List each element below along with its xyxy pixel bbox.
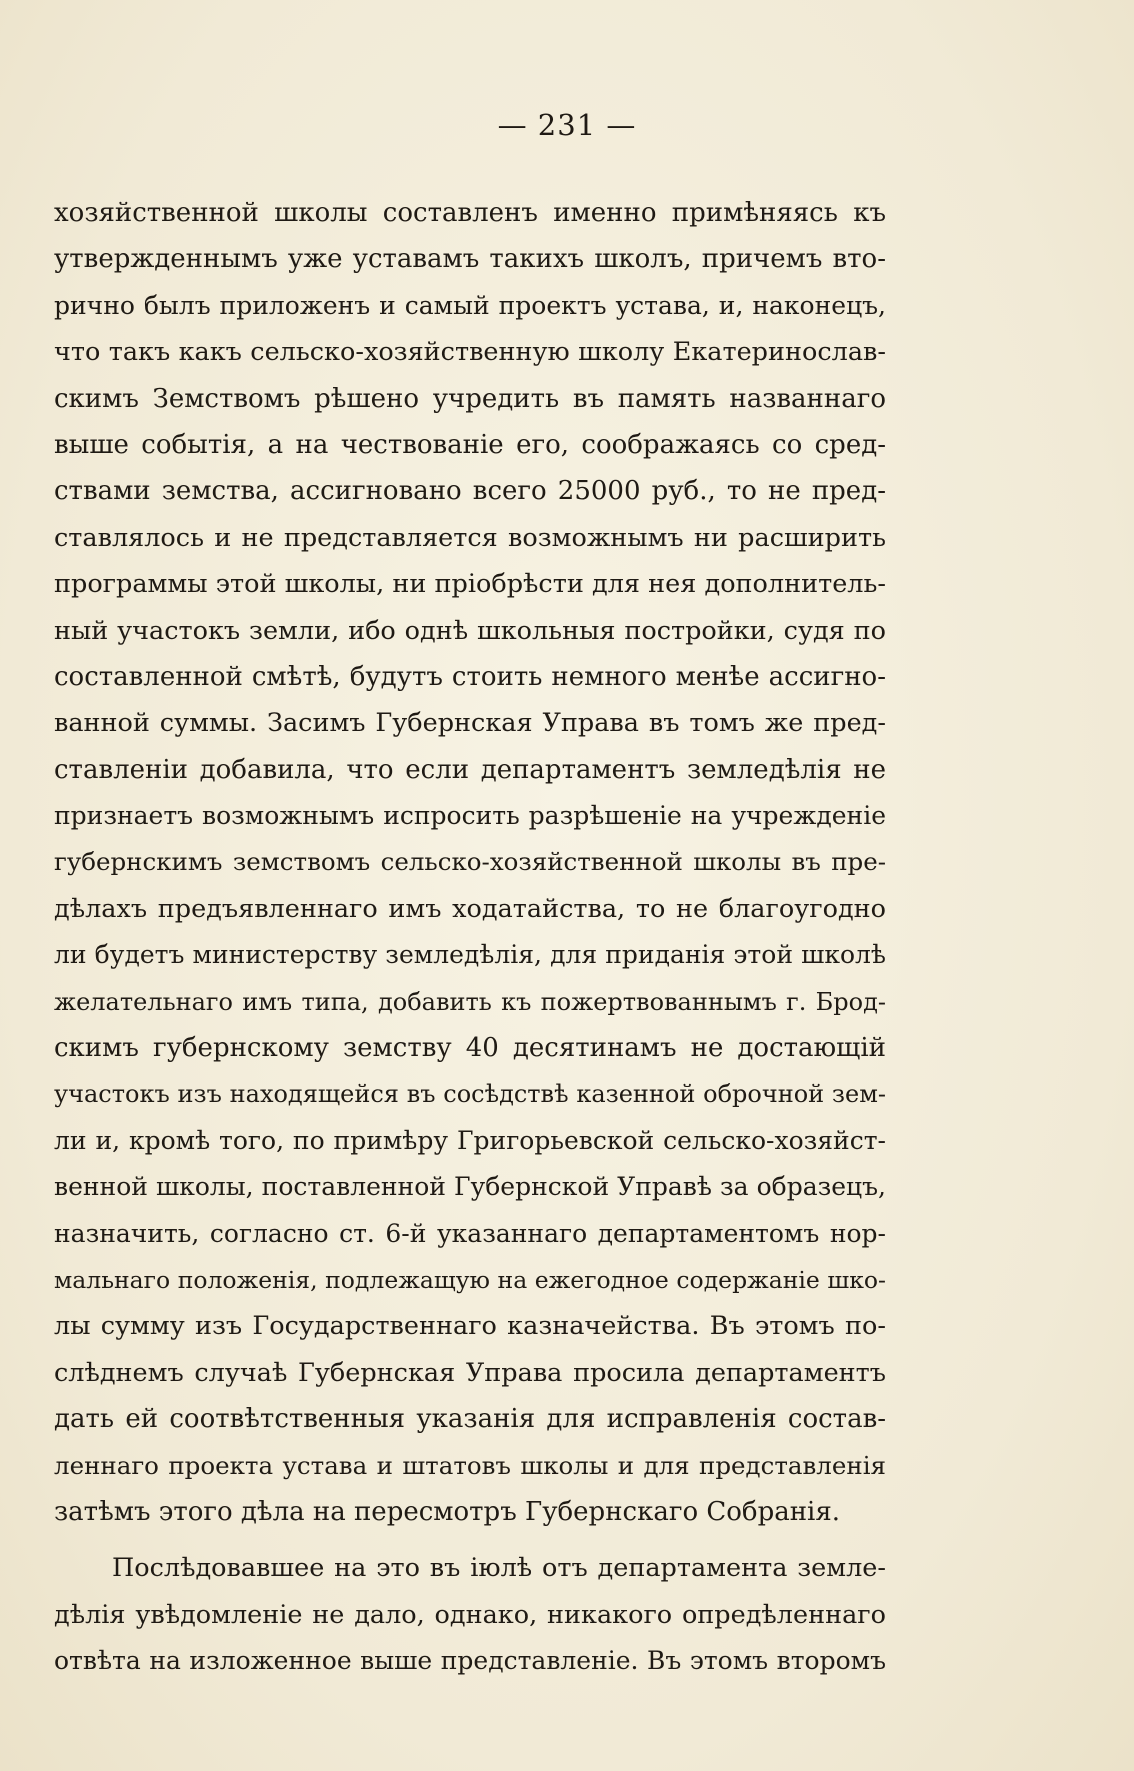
- text-line: составленной смѣтѣ, будутъ стоить немного менѣе ассигно-: [54, 661, 886, 692]
- text-line: ствами земства, ассигновано всего 25000 руб., то не пред-: [54, 476, 886, 507]
- text-line: дать ей соотвѣтственныя указанія для исправленія состав-: [54, 1404, 886, 1435]
- text-line: назначить, согласно ст. 6-й указаннаго департаментомъ нор-: [54, 1218, 886, 1248]
- text-line: утвержденнымъ уже уставамъ такихъ школъ, причемъ вто-: [54, 244, 886, 275]
- text-line: венной школы, поставленной Губернской Управѣ за образецъ,: [54, 1172, 886, 1202]
- page-number: — 231 —: [497, 108, 637, 142]
- text-line: что такъ какъ сельско-хозяйственную школу Екатеринослав-: [54, 337, 886, 368]
- text-line: скимъ Земствомъ рѣшено учредить въ память названнаго: [54, 383, 886, 414]
- text-line: хозяйственной школы составленъ именно примѣняясь къ: [54, 198, 886, 228]
- text-line: слѣднемъ случаѣ Губернская Управа просила департаментъ: [54, 1357, 886, 1388]
- text-line: ный участокъ земли, ибо однѣ школьныя постройки, судя по: [54, 615, 886, 646]
- body-text: [54, 190, 886, 1685]
- text-line: мальнаго положенія, подлежащую на ежегодное содержаніе шко-: [54, 1265, 886, 1294]
- paragraph-start-line: Послѣдовавшее на это въ іюлѣ отъ департамента земле-: [112, 1553, 886, 1584]
- text-line: ставлялось и не представляется возможнымъ ни расширить: [54, 522, 886, 553]
- text-line: ставленіи добавила, что если департаментъ земледѣлія не: [54, 754, 886, 785]
- text-line: скимъ губернскому земству 40 десятинамъ не достающій: [54, 1033, 886, 1064]
- text-line: признаетъ возможнымъ испросить разрѣшеніе на учрежденіе: [54, 801, 886, 831]
- text-line: ванной суммы. Засимъ Губернская Управа въ томъ же пред-: [54, 708, 886, 739]
- text-line: желательнаго имъ типа, добавить къ пожертвованнымъ г. Брод-: [54, 987, 886, 1016]
- text-line: дѣлія увѣдомленіе не дало, однако, никакого опредѣленнаго: [54, 1599, 886, 1630]
- text-line: ли будетъ министерству земледѣлія, для приданія этой школѣ: [54, 940, 886, 970]
- text-line: дѣлахъ предъявленнаго имъ ходатайства, то не благоугодно: [54, 893, 886, 924]
- text-line: леннаго проекта устава и штатовъ школы и для представленія: [54, 1450, 886, 1480]
- text-line: лы сумму изъ Государственнаго казначейства. Въ этомъ по-: [54, 1311, 886, 1342]
- text-line: ли и, кромѣ того, по примѣру Григорьевской сельско-хозяйст-: [54, 1125, 886, 1155]
- text-line: участокъ изъ находящейся въ сосѣдствѣ казенной оброчной зем-: [54, 1080, 886, 1109]
- text-line: губернскимъ земствомъ сельско-хозяйственной школы въ пре-: [54, 847, 886, 877]
- paragraph-end-line: затѣмъ этого дѣла на пересмотръ Губернскаго Собранія.: [54, 1496, 841, 1527]
- text-line: отвѣта на изложенное выше представленіе. Въ этомъ второмъ: [54, 1646, 886, 1676]
- text-line: программы этой школы, ни пріобрѣсти для нея дополнитель-: [54, 569, 886, 600]
- text-line: выше событія, а на чествованіе его, соображаясь со сред-: [54, 429, 886, 460]
- text-line: рично былъ приложенъ и самый проектъ устава, и, наконецъ,: [54, 290, 886, 320]
